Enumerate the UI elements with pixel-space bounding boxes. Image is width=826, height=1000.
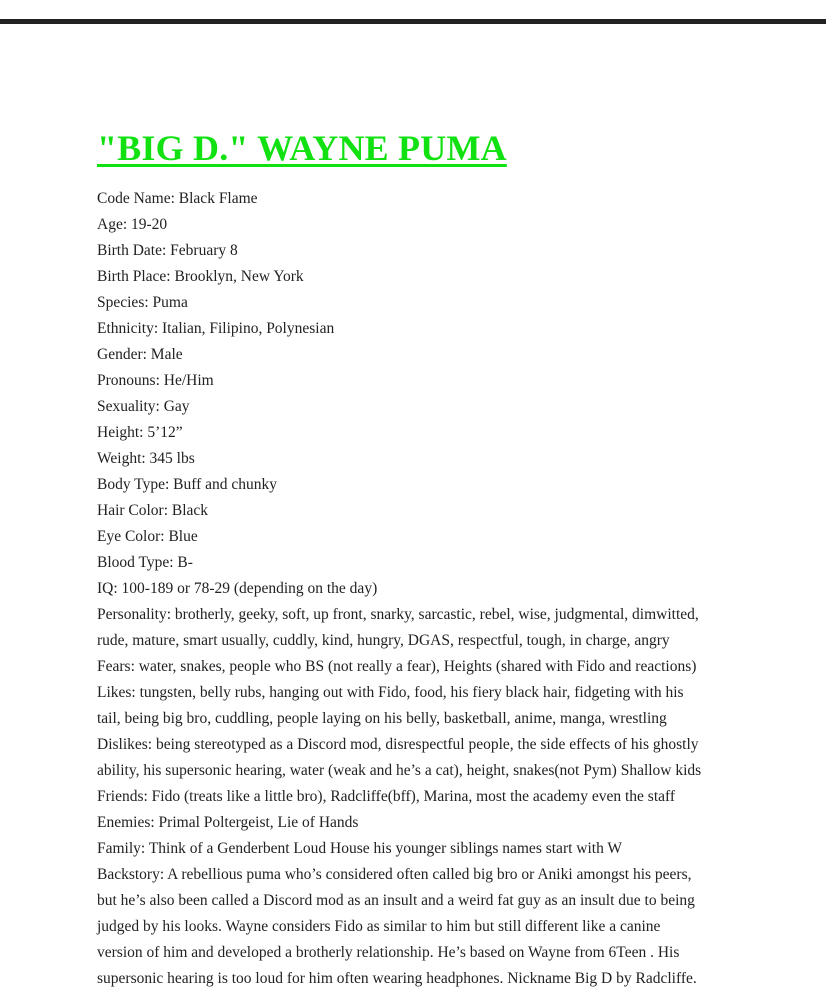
field-pronouns: Pronouns: He/Him bbox=[97, 372, 214, 389]
top-border-bar bbox=[0, 19, 826, 24]
field-gender: Gender: Male bbox=[97, 346, 183, 363]
field-weight: Weight: 345 lbs bbox=[97, 450, 195, 467]
field-backstory-cont-3: version of him and developed a brotherly relationship. He’s based on Wayne from 6Teen . His bbox=[97, 944, 680, 961]
field-height: Height: 5’12” bbox=[97, 424, 183, 441]
profile-fields bbox=[97, 186, 797, 992]
field-code-name: Code Name: Black Flame bbox=[97, 190, 258, 207]
field-backstory-cont-1: but he’s also been called a Discord mod as an insult and a weird fat guy as an insult due to being bbox=[97, 892, 695, 909]
character-profile bbox=[97, 124, 797, 992]
field-fears: Fears: water, snakes, people who BS (not really a fear), Heights (shared with Fido and reactions) bbox=[97, 658, 697, 675]
field-species: Species: Puma bbox=[97, 294, 188, 311]
field-personality-cont: rude, mature, smart usually, cuddly, kind, hungry, DGAS, respectful, tough, in charge, angry bbox=[97, 632, 670, 649]
field-birth-date: Birth Date: February 8 bbox=[97, 242, 238, 259]
field-likes: Likes: tungsten, belly rubs, hanging out with Fido, food, his fiery black hair, fidgeting with his bbox=[97, 684, 684, 701]
field-iq: IQ: 100-189 or 78-29 (depending on the day) bbox=[97, 580, 378, 597]
field-family: Family: Think of a Genderbent Loud House his younger siblings names start with W bbox=[97, 840, 623, 857]
field-dislikes-cont: ability, his supersonic hearing, water (weak and he’s a cat), height, snakes(not Pym) Shallow kids bbox=[97, 762, 702, 779]
field-dislikes: Dislikes: being stereotyped as a Discord mod, disrespectful people, the side effects of his ghostly bbox=[97, 736, 699, 753]
page-title: "BIG D." WAYNE PUMA bbox=[97, 128, 507, 168]
field-friends: Friends: Fido (treats like a little bro), Radcliffe(bff), Marina, most the academy even the staff bbox=[97, 788, 676, 805]
field-backstory-cont-4: supersonic hearing is too loud for him often wearing headphones. Nickname Big D by Radcliffe. bbox=[97, 970, 697, 987]
field-likes-cont: tail, being big bro, cuddling, people laying on his belly, basketball, anime, manga, wrestling bbox=[97, 710, 667, 727]
field-birth-place: Birth Place: Brooklyn, New York bbox=[97, 268, 304, 285]
field-personality: Personality: brotherly, geeky, soft, up front, snarky, sarcastic, rebel, wise, judgmental, dimwitted, bbox=[97, 606, 699, 623]
field-sexuality: Sexuality: Gay bbox=[97, 398, 190, 415]
field-age: Age: 19-20 bbox=[97, 216, 168, 233]
field-enemies: Enemies: Primal Poltergeist, Lie of Hands bbox=[97, 814, 359, 831]
field-blood-type: Blood Type: B- bbox=[97, 554, 193, 571]
field-hair-color: Hair Color: Black bbox=[97, 502, 209, 519]
field-backstory-cont-2: judged by his looks. Wayne considers Fido as similar to him but still different like a canine bbox=[97, 918, 661, 935]
field-eye-color: Eye Color: Blue bbox=[97, 528, 198, 545]
field-body-type: Body Type: Buff and chunky bbox=[97, 476, 278, 493]
field-backstory: Backstory: A rebellious puma who’s considered often called big bro or Aniki amongst his peers, bbox=[97, 866, 692, 883]
field-ethnicity: Ethnicity: Italian, Filipino, Polynesian bbox=[97, 320, 335, 337]
